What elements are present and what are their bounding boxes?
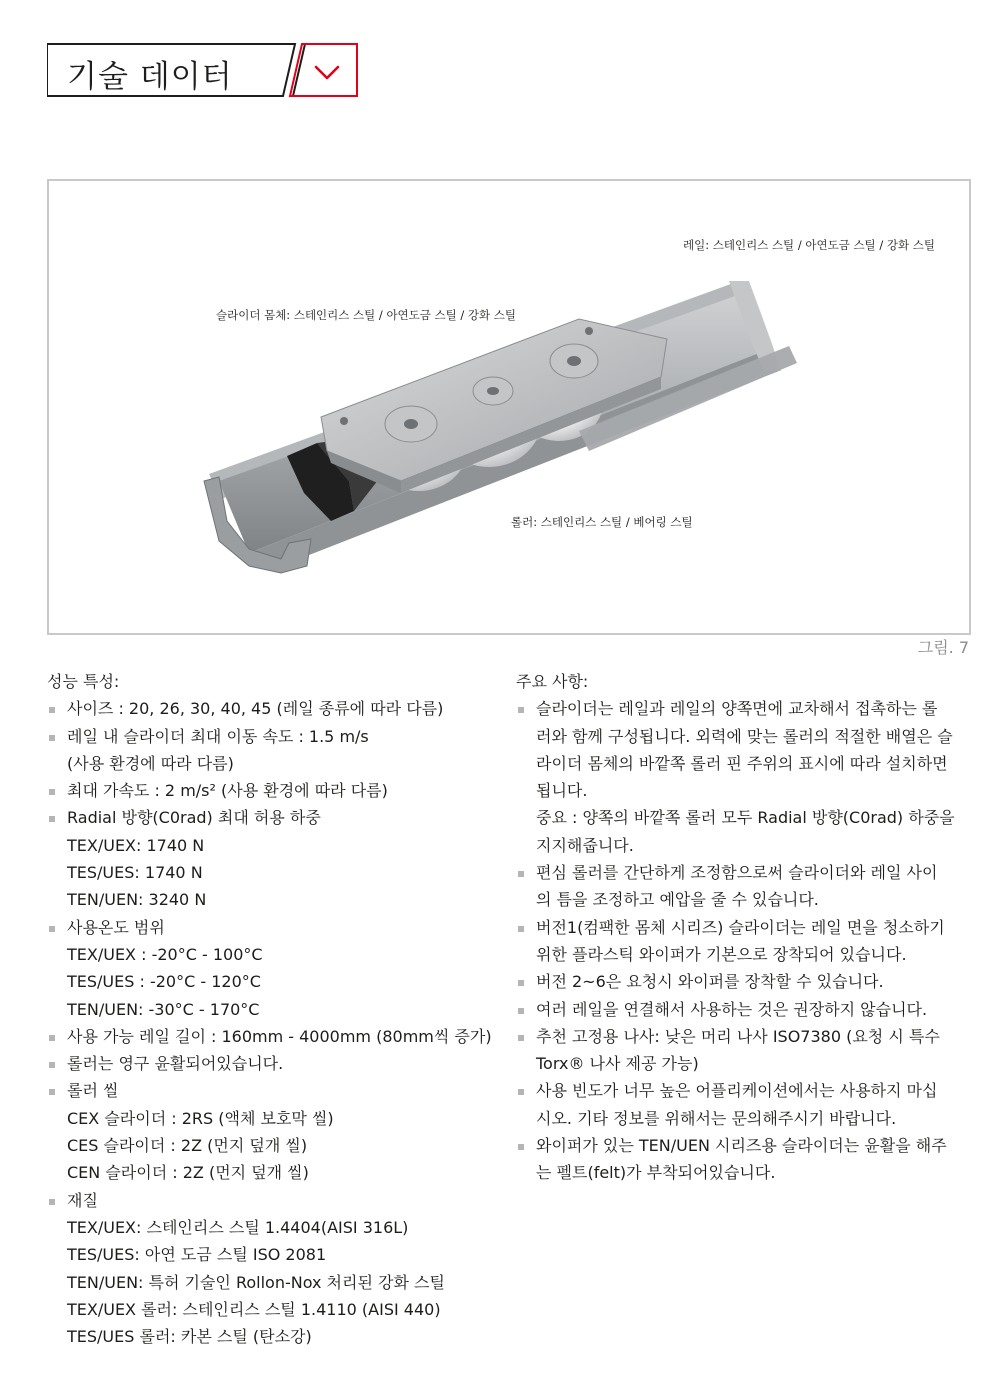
note-item: [516, 1132, 966, 1187]
page-title: 기술 데이터: [67, 59, 233, 95]
performance-item-detail: CES 슬라이더 : 2Z (먼지 덮개 씰): [67, 1136, 308, 1156]
performance-item-text: 사이즈 : 20, 26, 30, 40, 45 (레일 종류에 따라 다름): [67, 699, 444, 719]
performance-item: [47, 695, 497, 722]
performance-item: [47, 1050, 497, 1077]
note-line: 중요 : 양쪽의 바깥쪽 롤러 모두 Radial 방향(C0rad) 하중을: [536, 808, 955, 828]
notes-section: [516, 668, 966, 1187]
note-line: 러와 함께 구성됩니다. 외력에 맞는 롤러의 적절한 배열은 슬: [536, 726, 953, 746]
performance-item-text: 사용온도 범위: [67, 917, 165, 937]
callout-roller: 롤러: 스테인리스 스틸 / 베어링 스틸: [511, 515, 693, 529]
note-line: 됩니다.: [536, 781, 588, 801]
performance-item: [47, 1187, 497, 1351]
performance-item-detail: TEX/UEX: 1740 N: [67, 835, 205, 855]
performance-item-text: 최대 가속도 : 2 m/s² (사용 환경에 따라 다름): [67, 781, 388, 801]
product-figure: [47, 179, 971, 635]
note-line: 의 틈을 조정하고 예압을 줄 수 있습니다.: [536, 890, 819, 910]
note-line: 시오. 기타 정보를 위해서는 문의해주시기 바랍니다.: [536, 1108, 897, 1128]
performance-item-detail: TEN/UEN: 특허 기술인 Rollon-Nox 처리된 강화 스틸: [67, 1272, 445, 1292]
note-line: 버전1(컴팩한 몸체 시리즈) 슬라이더는 레일 면을 청소하기: [536, 917, 945, 937]
note-line: 라이더 몸체의 바깥쪽 롤러 핀 주위의 표시에 따라 설치하면: [536, 753, 948, 773]
note-line: 사용 빈도가 너무 높은 어플리케이션에서는 사용하지 마십: [536, 1081, 938, 1101]
note-item: [516, 1077, 966, 1132]
note-line: 는 펠트(felt)가 부착되어있습니다.: [536, 1163, 776, 1183]
note-item: [516, 914, 966, 969]
note-item: [516, 859, 966, 914]
notes-list: [516, 695, 966, 1186]
note-line: 버전 2~6은 요청시 와이퍼를 장착할 수 있습니다.: [536, 972, 884, 992]
callout-slider-body: 슬라이더 몸체: 스테인리스 스틸 / 아연도금 스틸 / 강화 스틸: [216, 308, 517, 322]
performance-item: [47, 723, 497, 778]
performance-item: [47, 1023, 497, 1050]
callout-rail: 레일: 스테인리스 스틸 / 아연도금 스틸 / 강화 스틸: [683, 238, 935, 252]
note-line: 위한 플라스틱 와이퍼가 기본으로 장착되어 있습니다.: [536, 944, 907, 964]
figure-caption: 그림. 7: [917, 638, 969, 657]
note-item: [516, 1023, 966, 1078]
performance-item-detail: TEX/UEX: 스테인리스 스틸 1.4404(AISI 316L): [67, 1217, 409, 1237]
performance-item-detail: CEN 슬라이더 : 2Z (먼지 덮개 씰): [67, 1163, 309, 1183]
note-item: [516, 695, 966, 859]
note-line: 와이퍼가 있는 TEN/UEN 시리즈용 슬라이더는 윤활을 해주: [536, 1136, 947, 1156]
note-line: 추천 고정용 나사: 낮은 머리 나사 ISO7380 (요청 시 특수: [536, 1026, 940, 1046]
note-line: Torx® 나사 제공 가능): [536, 1054, 699, 1074]
performance-item: [47, 804, 497, 913]
performance-item: [47, 777, 497, 804]
performance-item-detail: TEX/UEX 롤러: 스테인리스 스틸 1.4110 (AISI 440): [67, 1299, 441, 1319]
performance-item-detail: TES/UES: 아연 도금 스틸 ISO 2081: [67, 1245, 327, 1265]
dropdown-button[interactable]: [297, 43, 358, 97]
performance-item-text: 레일 내 슬라이더 최대 이동 속도 : 1.5 m/s: [67, 726, 369, 746]
note-line: 지지해줍니다.: [536, 835, 634, 855]
performance-item-detail: (사용 환경에 따라 다름): [67, 753, 234, 773]
performance-item-detail: CEX 슬라이더 : 2RS (액체 보호막 씰): [67, 1108, 334, 1128]
chevron-down-icon: [297, 43, 358, 97]
performance-title: 성능 특성:: [47, 672, 120, 691]
performance-list: [47, 695, 497, 1350]
performance-item-detail: TES/UES 롤러: 카본 스틸 (탄소강): [67, 1327, 312, 1347]
performance-item-text: 재질: [67, 1190, 98, 1210]
performance-item: [47, 1077, 497, 1186]
note-item: [516, 996, 966, 1023]
performance-item-detail: TEN/UEN: 3240 N: [67, 890, 207, 910]
section-header: [47, 43, 358, 97]
performance-item: [47, 914, 497, 1023]
performance-section: [47, 668, 497, 1350]
performance-item-detail: TEX/UEX : -20°C - 100°C: [67, 944, 263, 964]
notes-title: 주요 사항:: [516, 672, 589, 691]
note-line: 여러 레일을 연결해서 사용하는 것은 권장하지 않습니다.: [536, 999, 928, 1019]
note-line: 편심 롤러를 간단하게 조정함으로써 슬라이더와 레일 사이: [536, 863, 938, 883]
performance-item-text: 롤러는 영구 윤활되어있습니다.: [67, 1054, 284, 1074]
performance-item-detail: TEN/UEN: -30°C - 170°C: [67, 999, 260, 1019]
performance-item-detail: TES/UES: 1740 N: [67, 863, 203, 883]
performance-item-text: 사용 가능 레일 길이 : 160mm - 4000mm (80mm씩 증가): [67, 1026, 492, 1046]
performance-item-detail: TES/UES : -20°C - 120°C: [67, 972, 261, 992]
note-line: 슬라이더는 레일과 레일의 양쪽면에 교차해서 접촉하는 롤: [536, 699, 938, 719]
performance-item-text: Radial 방향(C0rad) 최대 허용 하중: [67, 808, 321, 828]
performance-item-text: 롤러 씰: [67, 1081, 119, 1101]
note-item: [516, 968, 966, 995]
